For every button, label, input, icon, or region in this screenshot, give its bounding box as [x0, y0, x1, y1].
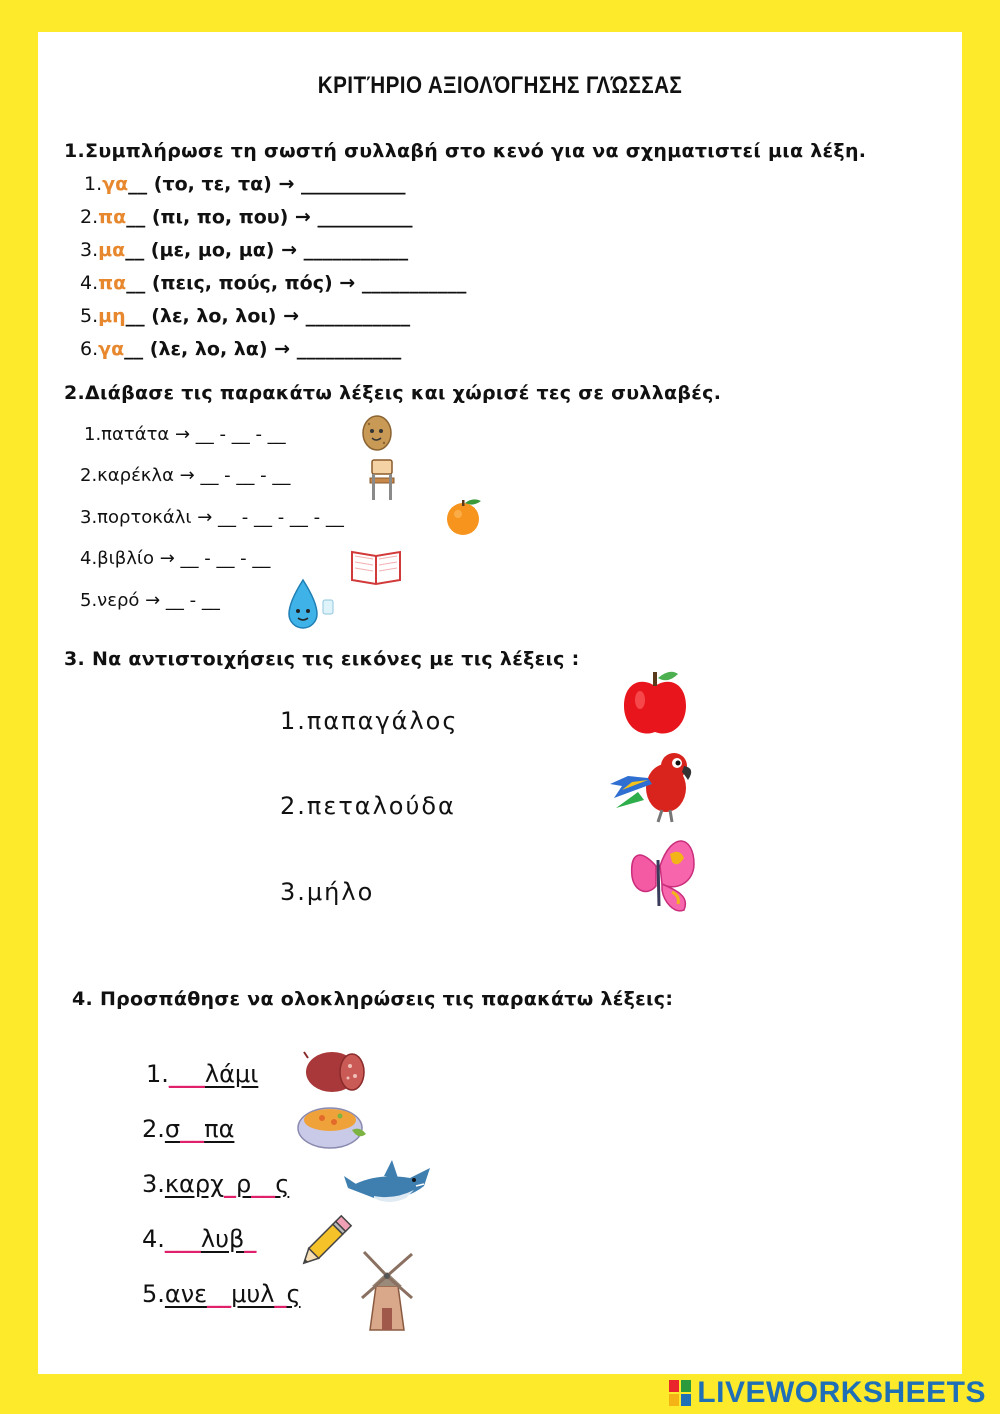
given-syllable: μη [98, 305, 126, 327]
exercise-1-heading: 1.Συμπλήρωσε τη σωστή συλλαβή στο κενό για να σχηματιστεί μια λέξη. [64, 140, 867, 162]
exercise-2-heading: 2.Διάβασε τις παρακάτω λέξεις και χώρισέ τες σε συλλαβές. [64, 382, 722, 404]
liveworksheets-logo-icon [669, 1380, 691, 1406]
exercise-4-item: 5.ανε__μυλ_ς [142, 1280, 301, 1308]
exercise-3-heading: 3. Να αντιστοιχήσεις τις εικόνες με τις λέξεις : [64, 648, 580, 670]
blank-gap[interactable]: _ [244, 1225, 257, 1253]
parrot-icon [608, 744, 700, 824]
blank-gap[interactable]: __ [180, 1115, 205, 1143]
match-word: 1.παπαγάλος [280, 707, 459, 735]
blank-gap[interactable]: _ [223, 1170, 236, 1198]
exercise-1-item: 3.μα__ (με, μο, μα) → ___________ [80, 239, 409, 261]
exercise-4-item: 3.καρχ_ρ__ς [142, 1170, 290, 1198]
given-syllable: πα [98, 272, 127, 294]
soup-icon [296, 1100, 368, 1152]
worksheet-page [38, 32, 962, 1374]
shark-icon [344, 1158, 432, 1210]
blank-gap[interactable]: ___ [168, 1060, 205, 1088]
water-drop-icon [281, 576, 339, 634]
given-syllable: γα [102, 173, 129, 195]
book-icon [349, 548, 403, 586]
salami-icon [302, 1048, 368, 1096]
butterfly-icon [628, 826, 698, 914]
exercise-4-item: 4.___λυβ_ [142, 1225, 257, 1253]
exercise-1-item: 1.γα__ (το, τε, τα) → ___________ [84, 173, 406, 195]
page-title: ΚΡΙΤΉΡΙΟ ΑΞΙΟΛΌΓΗΣΗΣ ΓΛΏΣΣΑΣ [317, 72, 683, 99]
given-syllable: μα [98, 239, 126, 261]
exercise-2-item: 3.πορτοκάλι → __ - __ - __ - __ [80, 507, 344, 528]
windmill-icon [356, 1246, 418, 1332]
liveworksheets-text: LIVEWORKSHEETS [697, 1376, 986, 1409]
exercise-1-item: 5.μη__ (λε, λο, λοι) → ___________ [80, 305, 411, 327]
exercise-4-item: 1.___λάμι [146, 1060, 259, 1088]
apple-icon [620, 668, 690, 740]
blank-gap[interactable]: _ [274, 1280, 287, 1308]
match-word: 3.μήλο [280, 878, 375, 906]
match-word: 2.πεταλούδα [280, 792, 456, 820]
given-syllable: πα [98, 206, 127, 228]
blank-gap[interactable]: ___ [164, 1225, 201, 1253]
blank-gap[interactable]: __ [251, 1170, 276, 1198]
exercise-2-item: 2.καρέκλα → __ - __ - __ [80, 465, 291, 486]
liveworksheets-logo [669, 1376, 986, 1410]
exercise-4-item: 2.σ__πα [142, 1115, 235, 1143]
exercise-1-item: 2.πα__ (πι, πο, που) → __________ [80, 206, 413, 228]
exercise-2-item: 4.βιβλίο → __ - __ - __ [80, 548, 271, 569]
blank-gap[interactable]: __ [207, 1280, 232, 1308]
pencil-icon [296, 1210, 354, 1274]
orange-icon [443, 495, 485, 537]
exercise-2-item: 5.νερό → __ - __ [80, 590, 220, 611]
exercise-2-item: 1.πατάτα → __ - __ - __ [84, 424, 286, 445]
exercise-4-heading: 4. Προσπάθησε να ολοκληρώσεις τις παρακάτω λέξεις: [72, 988, 674, 1010]
exercise-1-item: 6.γα__ (λε, λο, λα) → ___________ [80, 338, 402, 360]
chair-icon [368, 458, 396, 502]
potato-icon [360, 412, 394, 452]
exercise-1-item: 4.πα__ (πεις, πούς, πός) → ___________ [80, 272, 467, 294]
given-syllable: γα [98, 338, 125, 360]
